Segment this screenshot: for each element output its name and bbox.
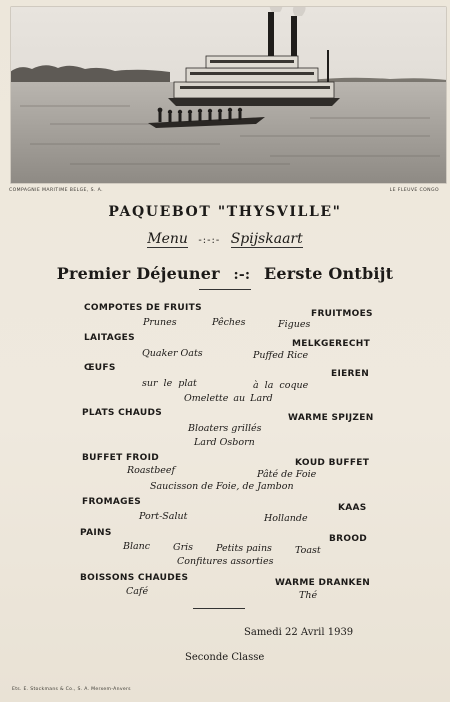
menu-item: Prunes xyxy=(143,317,177,328)
menu-item: à la coque xyxy=(253,380,309,391)
menu-item: Confitures assorties xyxy=(177,556,274,567)
menu-item: Port-Salut xyxy=(139,511,188,522)
menu-item: Hollande xyxy=(264,513,308,524)
menu-label-nl: Spijskaart xyxy=(230,231,303,247)
menu-item: Pêches xyxy=(212,317,246,328)
caption-river: LE FLEUVE CONGO xyxy=(389,188,439,193)
menu-item: Puffed Rice xyxy=(253,350,309,361)
category-nl: WARME SPIJZEN xyxy=(288,413,374,423)
category-nl: EIEREN xyxy=(331,369,370,379)
category-fr: COMPOTES DE FRUITS xyxy=(84,303,202,313)
menu-heading xyxy=(0,231,450,248)
menu-label-fr: Menu xyxy=(147,231,188,247)
category-fr: PLATS CHAUDS xyxy=(82,408,163,418)
menu-item: Gris xyxy=(173,542,194,553)
menu-item: Café xyxy=(126,586,149,597)
menu-item: Omelette au Lard xyxy=(184,393,273,404)
menu-item: Toast xyxy=(295,545,321,556)
menu-item: Thé xyxy=(299,590,318,601)
category-fr: BOISSONS CHAUDES xyxy=(80,573,189,583)
meal-separator: :-: xyxy=(233,267,251,283)
meal-label-fr: Premier Déjeuner xyxy=(56,264,220,283)
category-nl: KAAS xyxy=(338,503,367,513)
category-fr: PAINS xyxy=(80,528,112,538)
menu-item: Bloaters grillés xyxy=(188,423,262,434)
class-label: Seconde Classe xyxy=(185,652,265,663)
menu-separator: -:-:- xyxy=(198,235,221,246)
category-nl: MELKGERECHT xyxy=(292,339,371,349)
category-fr: LAITAGES xyxy=(84,333,135,343)
category-nl: KOUD BUFFET xyxy=(295,458,370,468)
meal-label-nl: Eerste Ontbijt xyxy=(264,264,394,283)
category-fr: ŒUFS xyxy=(84,363,116,373)
category-nl: WARME DRANKEN xyxy=(275,578,371,588)
menu-item: Roastbeef xyxy=(127,465,176,476)
menu-item: Quaker Oats xyxy=(142,348,203,359)
menu-item: Blanc xyxy=(123,541,151,552)
menu-item: Figues xyxy=(278,319,311,330)
menu-item: Saucisson de Foie, de Jambon xyxy=(150,481,294,492)
category-fr: FROMAGES xyxy=(82,497,142,507)
caption-company: COMPAGNIE MARITIME BELGE, S. A. xyxy=(9,188,103,193)
meal-underline xyxy=(199,289,251,290)
category-nl: BROOD xyxy=(329,534,368,544)
ship-title: PAQUEBOT "THYSVILLE" xyxy=(108,204,342,220)
steamboat-illustration xyxy=(10,6,447,184)
menu-item: Lard Osborn xyxy=(194,437,255,448)
menu-item: Petits pains xyxy=(216,543,272,554)
menu-date: Samedi 22 Avril 1939 xyxy=(244,627,354,638)
menu-item: Pâté de Foie xyxy=(257,469,317,480)
category-nl: FRUITMOES xyxy=(311,309,373,319)
menu-item: sur le plat xyxy=(142,378,197,389)
printer-credit: Ets. E. Stockmans & Co., S. A. Merxem-Anvers xyxy=(12,687,131,692)
divider-line xyxy=(193,608,245,609)
meal-heading xyxy=(0,264,450,283)
category-fr: BUFFET FROID xyxy=(82,453,160,463)
